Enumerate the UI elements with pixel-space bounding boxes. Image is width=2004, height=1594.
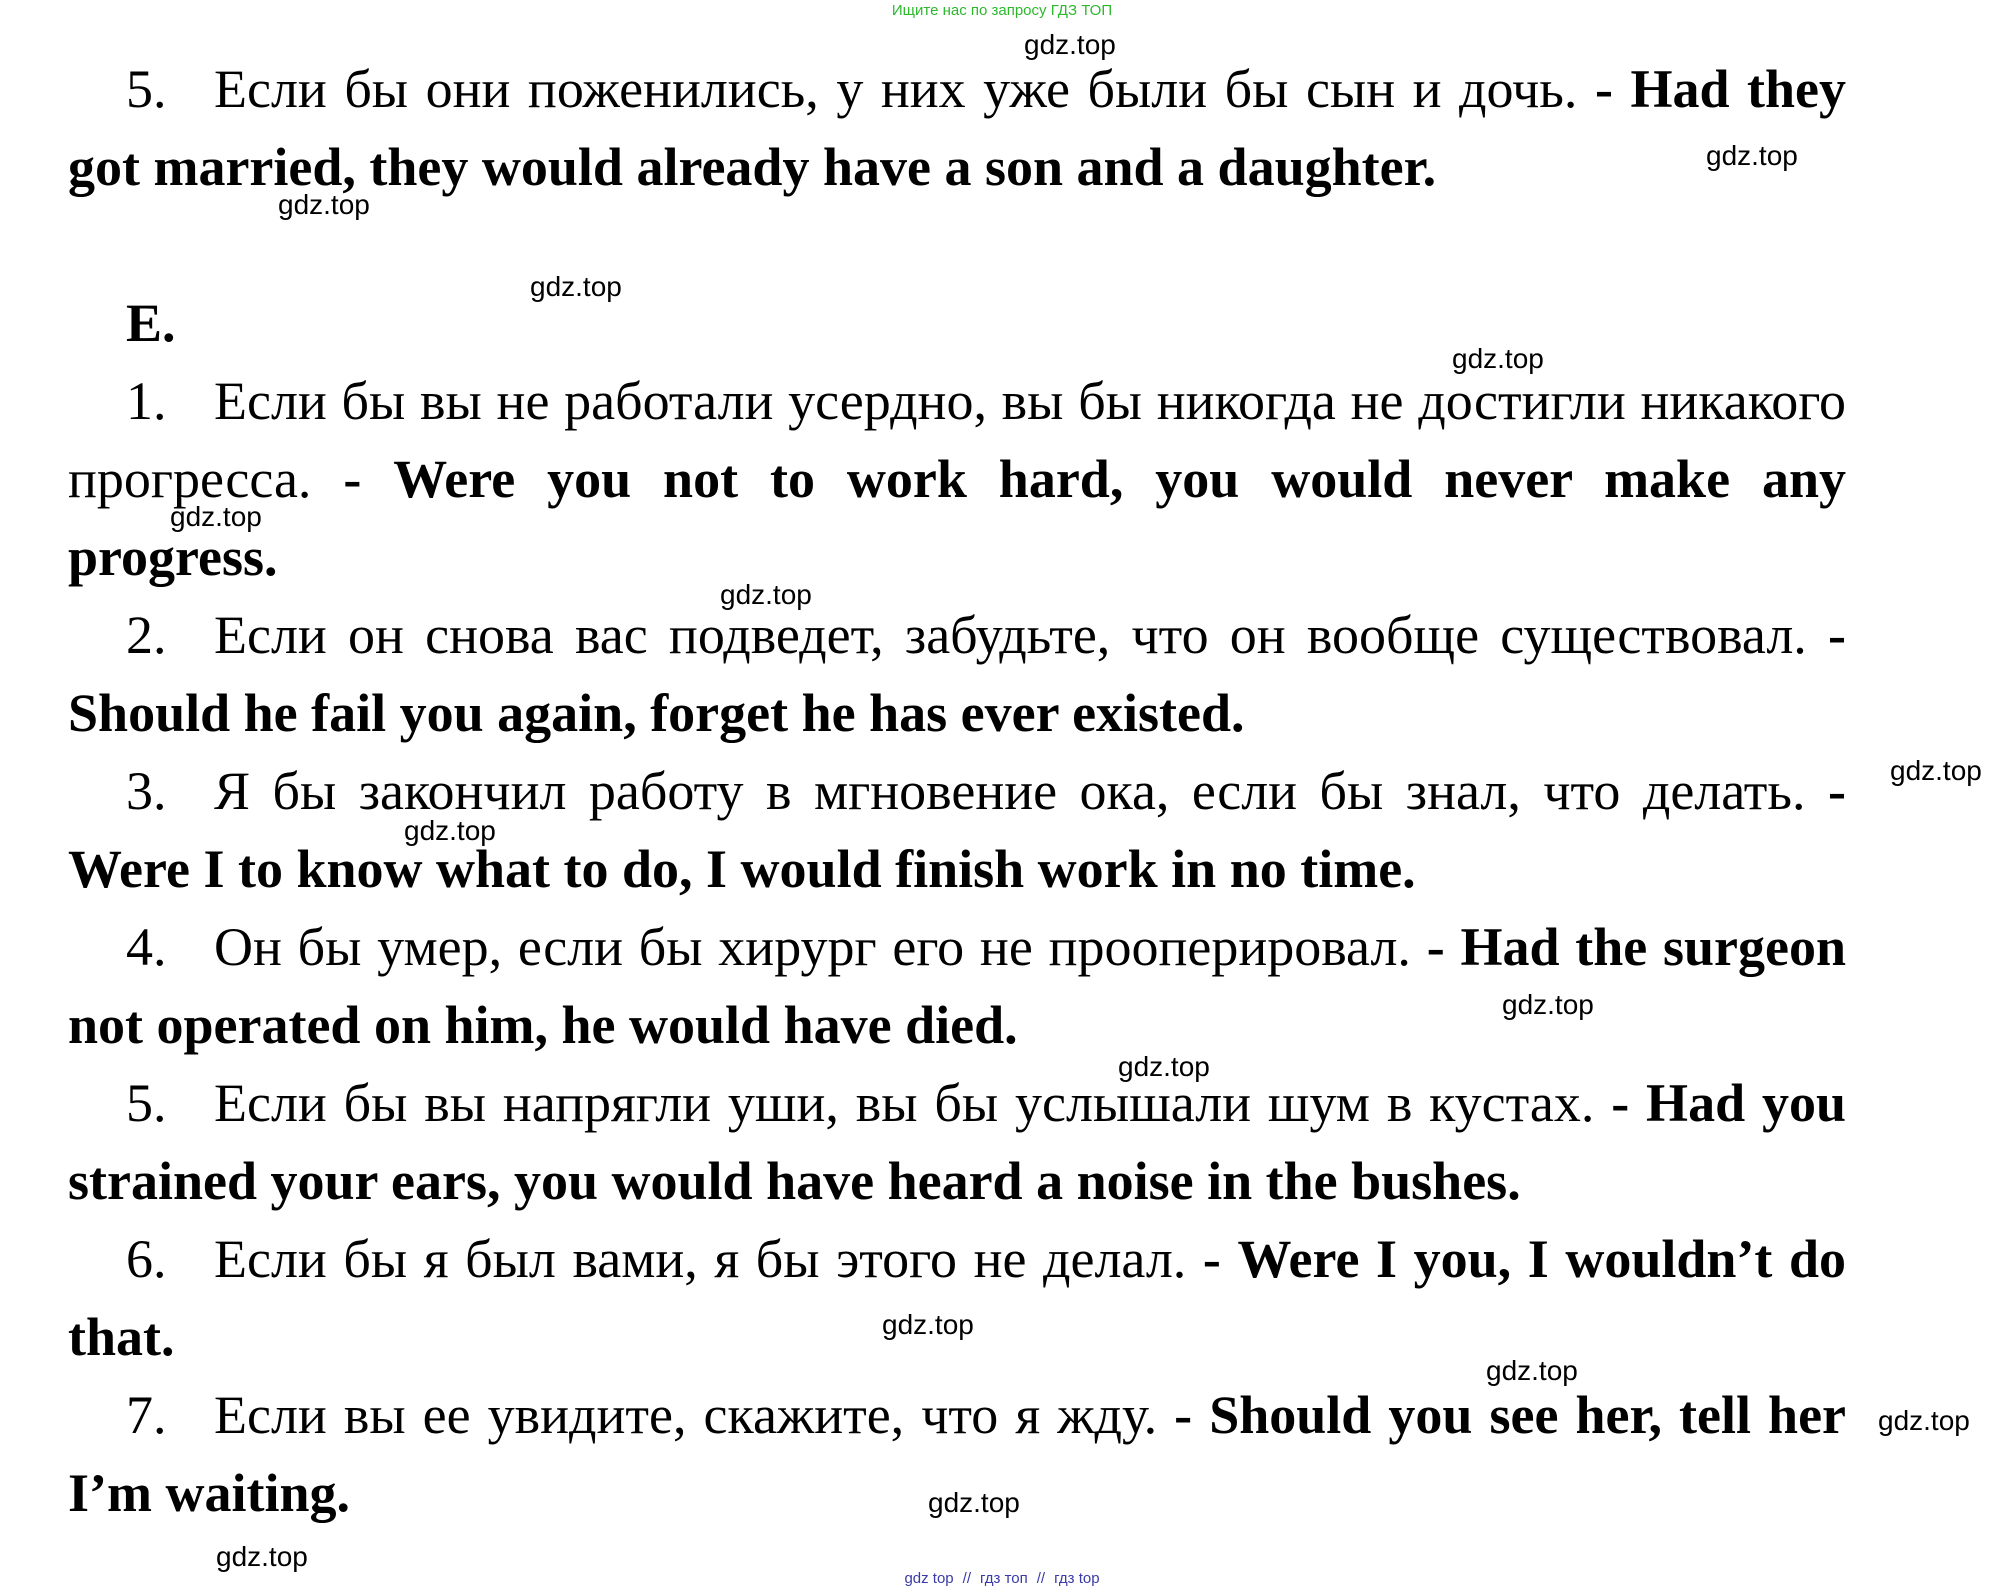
item-russian-text: Если бы они поженились, у них уже были бы сын и дочь. [214, 59, 1578, 119]
item-number: 5. [126, 59, 167, 119]
footer-part: gdz top [904, 1570, 954, 1587]
item-english-text: - Should he fail you again, forget he has ever existed. [68, 605, 1847, 743]
watermark: gdz.top [1118, 1051, 1210, 1082]
watermark: gdz.top [928, 1487, 1020, 1518]
watermark: gdz.top [1024, 29, 1116, 60]
item-russian-text: Если он снова вас подведет, забудьте, что он вообще существовал. [214, 605, 1807, 665]
watermark: gdz.top [1890, 755, 1982, 786]
watermark: gdz.top [170, 501, 262, 532]
item-number: 2. [126, 605, 167, 665]
exercise-item-3 [68, 752, 1846, 908]
top-banner: Ищите нас по запросу ГДЗ ТОП [891, 2, 1113, 19]
watermark: gdz.top [278, 189, 370, 220]
item-english-text: - Had they got married, they would already have a son and a daughter. [68, 59, 1847, 197]
item-english-text: - Had the surgeon not operated on him, he would have died. [68, 917, 1847, 1055]
footer-separator: // [962, 1570, 971, 1587]
footer-separator: // [1036, 1570, 1046, 1587]
exercise-item-2 [68, 596, 1846, 752]
watermark: gdz.top [404, 815, 496, 846]
watermark: gdz.top [1486, 1355, 1578, 1386]
item-english-text: - Had you strained your ears, you would have heard a noise in the bushes. [68, 1073, 1846, 1211]
watermark: gdz.top [720, 579, 812, 610]
watermark: gdz.top [216, 1541, 308, 1572]
footer-part: гдз топ [980, 1570, 1028, 1587]
item-english-text: - Were I to know what to do, I would finish work in no time. [68, 761, 1846, 899]
item-russian-text: Я бы закончил работу в мгновение ока, если бы знал, что делать. [214, 761, 1806, 821]
watermark: gdz.top [882, 1309, 974, 1340]
exercise-item-5 [68, 1064, 1846, 1220]
item-number: 1. [126, 371, 167, 431]
exercise-item-1 [68, 362, 1846, 596]
item-russian-text: Если бы вы не работали усердно, вы бы никогда не достигли никакого прогресса. [68, 371, 1846, 509]
item-english-text: - Should you see her, tell her I’m waiting. [68, 1385, 1847, 1523]
item-number: 4. [126, 917, 167, 977]
item-number: 3. [126, 761, 167, 821]
watermark: gdz.top [530, 271, 622, 302]
item-russian-text: Если бы я был вами, я бы этого не делал. [214, 1229, 1187, 1289]
item-number: 5. [126, 1073, 167, 1133]
item-english-text: - Were you not to work hard, you would never make any progress. [68, 449, 1847, 587]
item-russian-text: Если бы вы напрягли уши, вы бы услышали шум в кустах. [214, 1073, 1595, 1133]
watermark: gdz.top [1706, 140, 1798, 171]
bottom-banner [0, 1570, 2004, 1587]
item-english-text: - Were I you, I wouldn’t do that. [68, 1229, 1847, 1367]
watermark: gdz.top [1502, 989, 1594, 1020]
watermark: gdz.top [1452, 343, 1544, 374]
item-number: 7. [126, 1385, 167, 1445]
exercise-item-4 [68, 908, 1846, 1064]
section-heading: E. [126, 293, 176, 353]
footer-part: гдз top [1054, 1570, 1100, 1587]
item-russian-text: Если вы ее увидите, скажите, что я жду. [214, 1385, 1158, 1445]
previous-item-5 [68, 50, 1846, 206]
item-russian-text: Он бы умер, если бы хирург его не прооперировал. [214, 917, 1411, 977]
exercise-item-6 [68, 1220, 1846, 1376]
watermark: gdz.top [1878, 1405, 1970, 1436]
item-number: 6. [126, 1229, 167, 1289]
